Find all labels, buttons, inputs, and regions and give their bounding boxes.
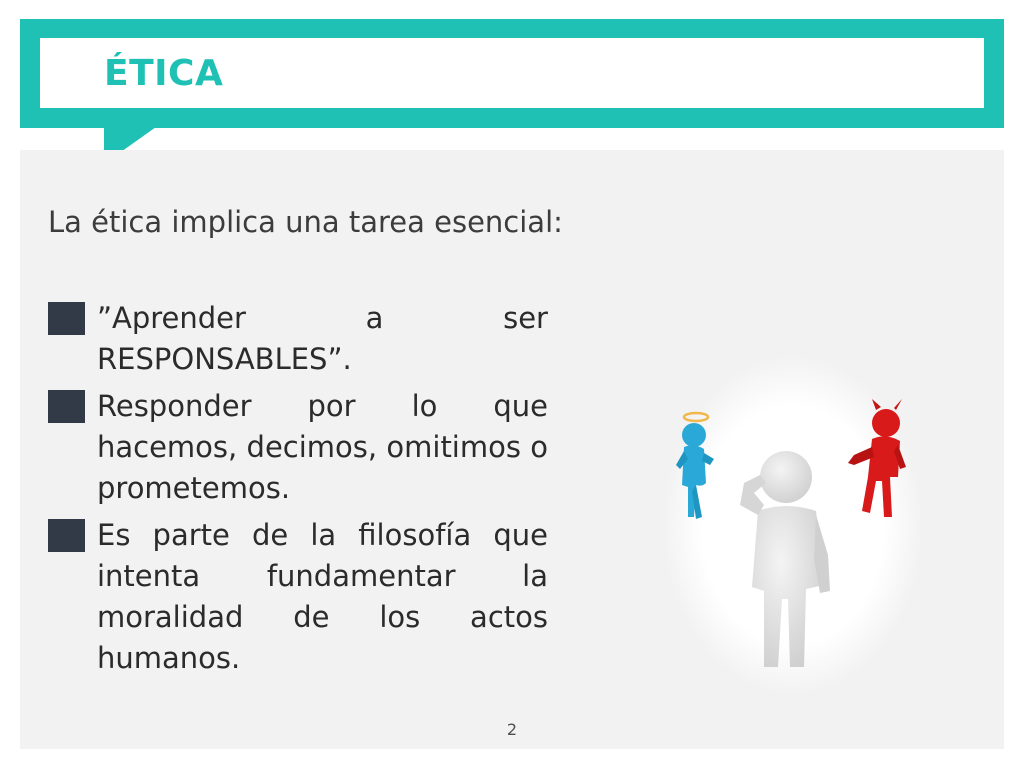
- slide-title: ÉTICA: [104, 53, 224, 94]
- bullet-text: Es parte de la filosofía que intenta fundamentar la moralidad de los actos humanos.: [97, 518, 548, 675]
- bullet-text: Responder por lo que hacemos, decimos, omitimos o prometemos.: [97, 389, 548, 505]
- bullet-list: [48, 298, 548, 685]
- bullet-item: [48, 386, 548, 509]
- bullet-square-icon: [48, 519, 85, 552]
- intro-text: La ética implica una tarea esencial:: [48, 205, 563, 239]
- bullet-text: ”Aprender a ser RESPONSABLES”.: [97, 301, 548, 376]
- bullet-square-icon: [48, 390, 85, 423]
- bullet-item: [48, 298, 548, 380]
- bullet-square-icon: [48, 302, 85, 335]
- bullet-item: [48, 515, 548, 679]
- page-number: 2: [506, 720, 518, 739]
- conscience-angel-devil-illustration: [658, 355, 928, 695]
